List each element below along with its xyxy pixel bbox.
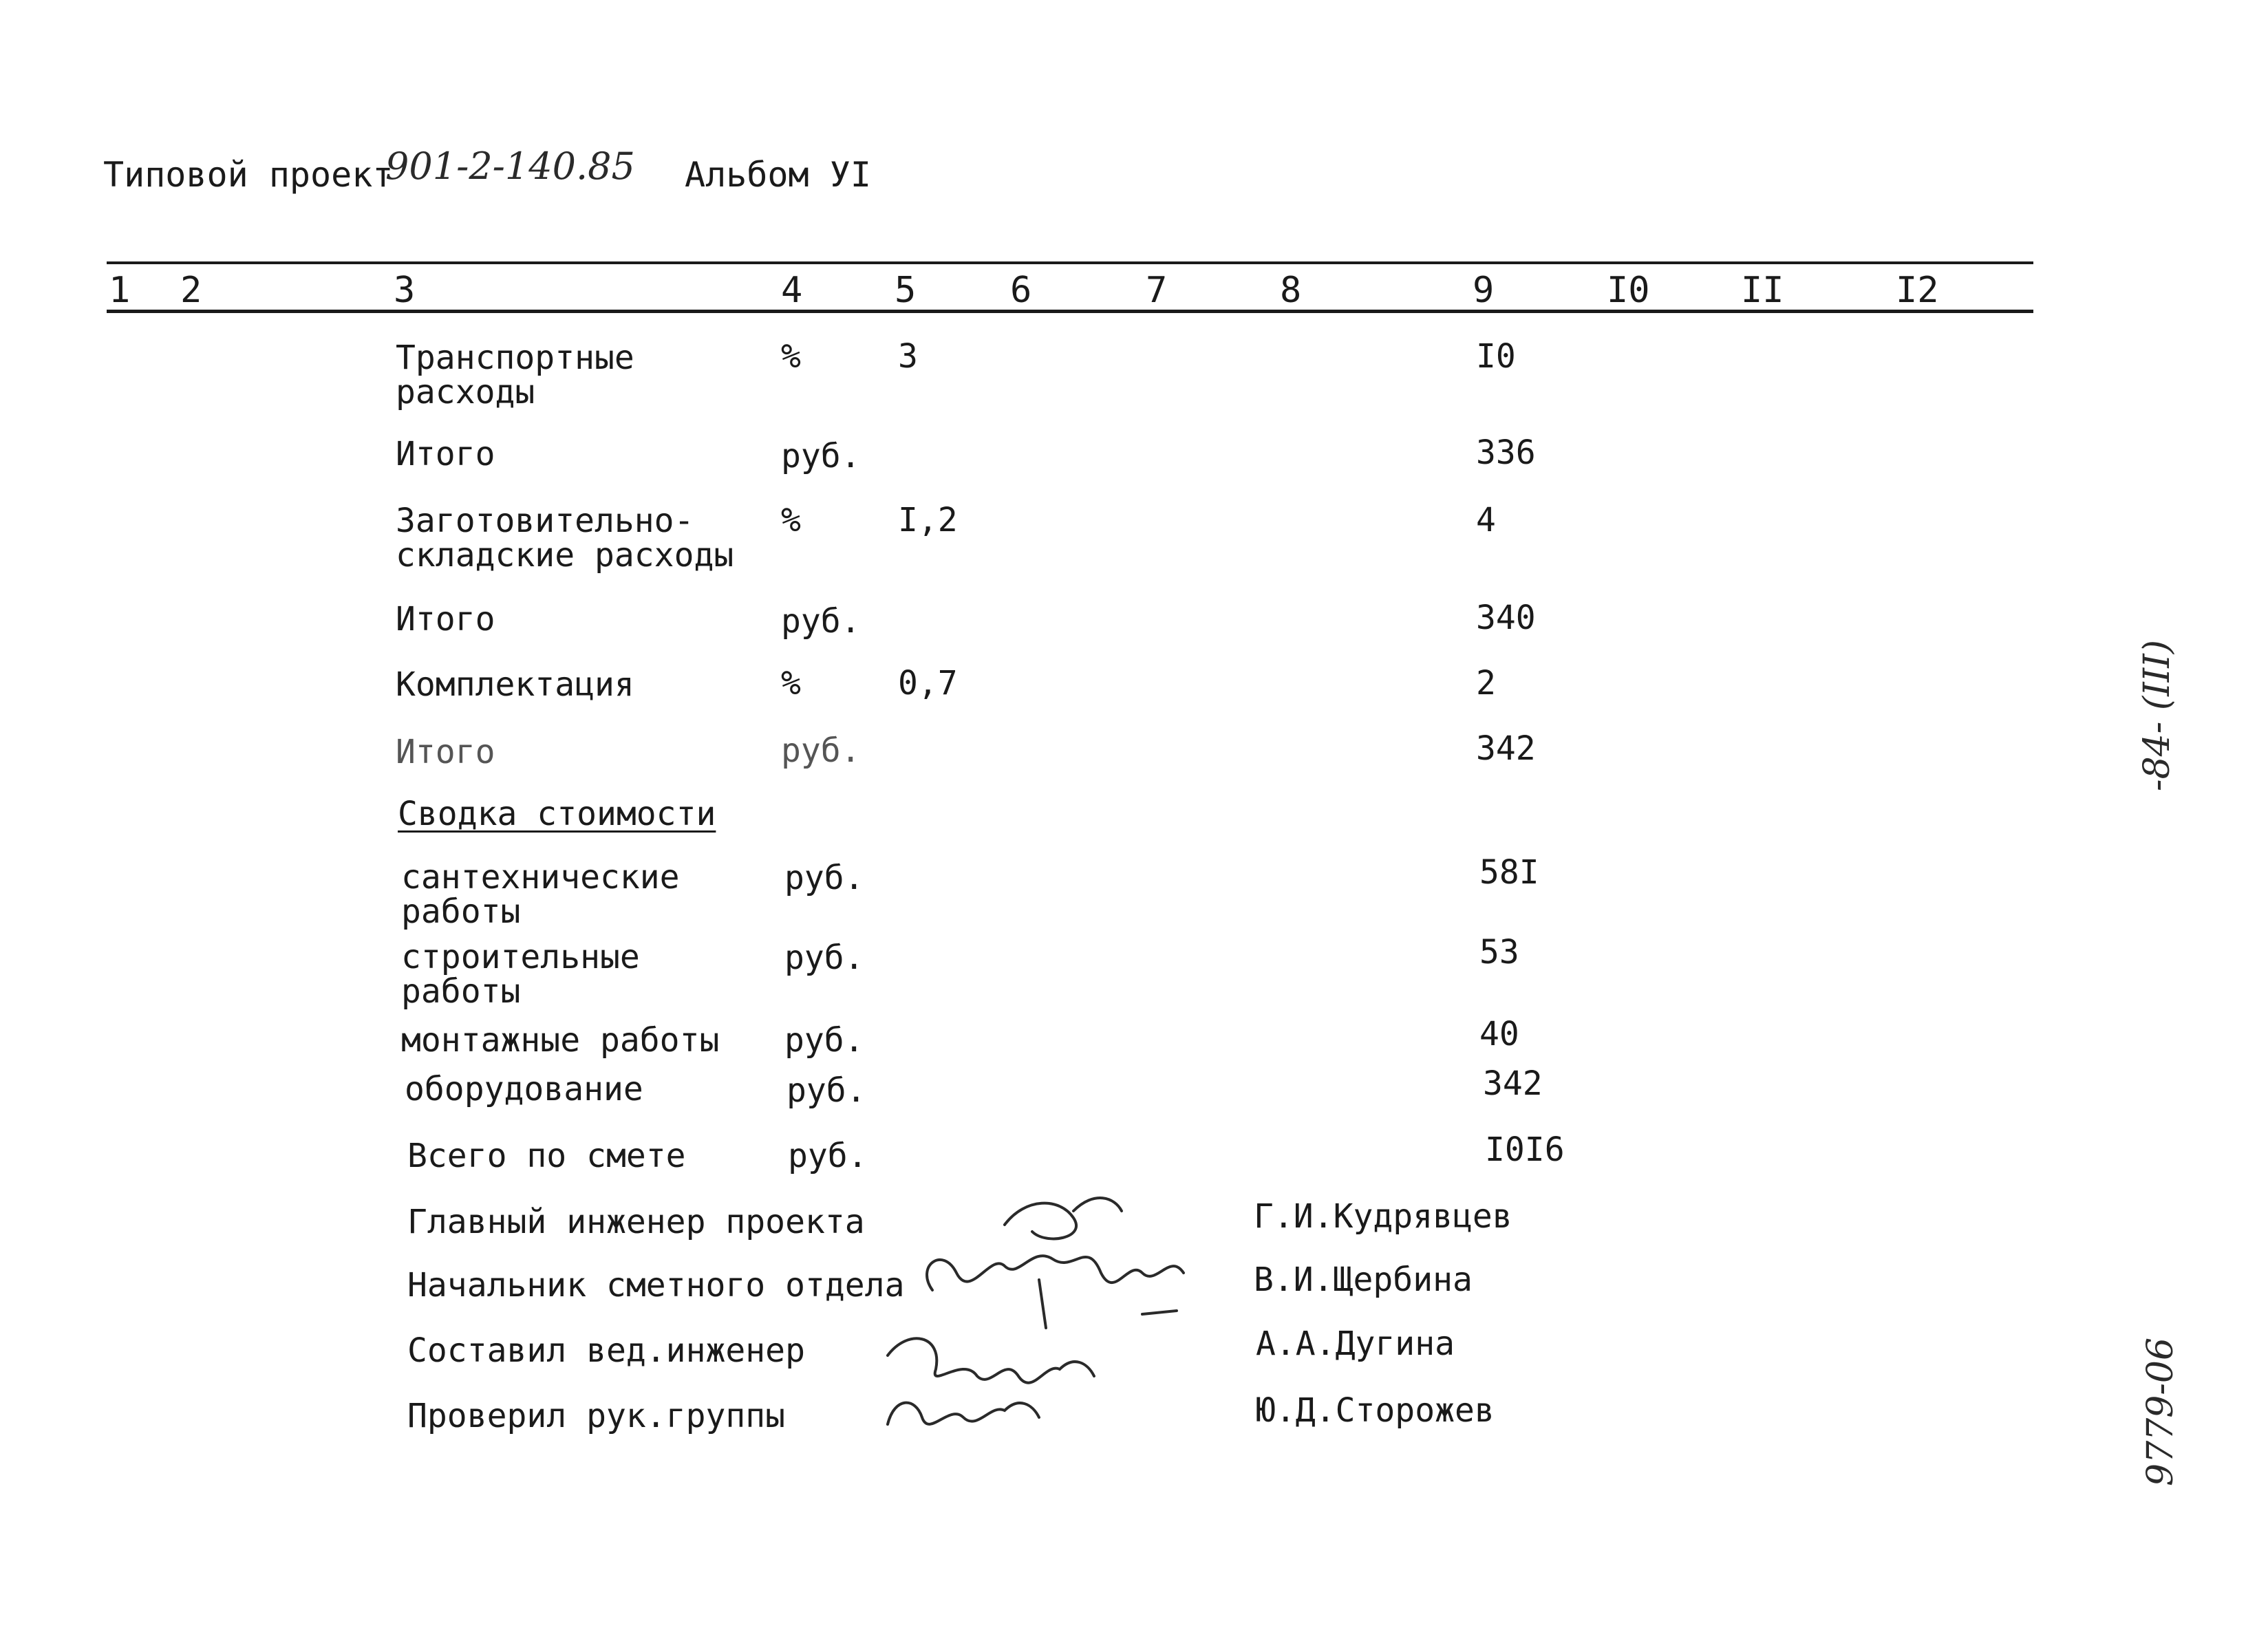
signature-role-compiler: Составил вед.инженер xyxy=(407,1331,805,1370)
signature-name-compiler: А.А.Дугина xyxy=(1256,1324,1455,1363)
col-header-4: 4 xyxy=(781,270,803,311)
row-transport-col9: I0 xyxy=(1476,337,1516,376)
row-total-3-col9: 342 xyxy=(1476,729,1536,768)
summary-sanitary-name: сантехнические работы xyxy=(401,858,680,931)
summary-total-value: I0I6 xyxy=(1485,1130,1565,1169)
summary-total-unit: руб. xyxy=(788,1137,868,1175)
signature-role-checker: Проверил рук.группы xyxy=(407,1397,786,1435)
col-header-1: 1 xyxy=(109,270,131,311)
summary-equipment-name: оборудование xyxy=(405,1070,643,1108)
col-header-9: 9 xyxy=(1473,270,1495,311)
col-header-6: 6 xyxy=(1010,270,1032,311)
row-total-1-name: Итого xyxy=(396,435,495,473)
summary-heading: Сводка стоимости xyxy=(398,795,716,833)
signature-role-chief-engineer: Главный инженер проекта xyxy=(407,1203,865,1241)
row-total-3-name: Итого xyxy=(396,733,495,771)
col-header-11: II xyxy=(1741,270,1784,311)
summary-total-name: Всего по смете xyxy=(407,1137,686,1175)
col-header-12: I2 xyxy=(1896,270,1939,311)
row-procurement-col9: 4 xyxy=(1476,501,1496,539)
col-header-8: 8 xyxy=(1280,270,1302,311)
row-procurement-unit: % xyxy=(781,501,801,539)
col-header-3: 3 xyxy=(394,270,416,311)
col-header-2: 2 xyxy=(180,270,202,311)
row-assembly-unit: % xyxy=(781,664,801,702)
summary-installation-unit: руб. xyxy=(784,1021,864,1060)
album-label: Альбом УI xyxy=(685,155,871,195)
summary-sanitary-unit: руб. xyxy=(784,859,864,897)
summary-sanitary-value: 58I xyxy=(1479,853,1539,892)
signature-name-chief-engineer: Г.И.Кудрявцев xyxy=(1254,1197,1512,1236)
row-transport-col5: 3 xyxy=(898,337,918,376)
project-number-handwritten: 901-2-140.85 xyxy=(385,144,635,188)
summary-construction-name: строительные работы xyxy=(401,938,640,1011)
archive-code-side-note: 9779-06 xyxy=(2140,1337,2181,1486)
summary-construction-unit: руб. xyxy=(784,939,864,977)
col-header-10: I0 xyxy=(1607,270,1650,311)
row-assembly-col9: 2 xyxy=(1476,664,1496,702)
row-transport-name: Транспортные расходы xyxy=(396,339,634,411)
table-top-rule xyxy=(107,261,2033,264)
page-number-side-note: -84- (III) xyxy=(2137,639,2178,791)
row-assembly-col5: 0,7 xyxy=(898,664,958,702)
summary-equipment-value: 342 xyxy=(1483,1064,1543,1103)
row-total-3-unit: руб. xyxy=(781,731,861,770)
row-total-1-unit: руб. xyxy=(781,437,861,475)
summary-installation-value: 40 xyxy=(1479,1015,1519,1053)
row-procurement-col5: I,2 xyxy=(898,501,958,539)
summary-equipment-unit: руб. xyxy=(787,1071,866,1110)
summary-construction-value: 53 xyxy=(1479,933,1519,972)
handwritten-signatures xyxy=(867,1170,1197,1459)
row-total-1-col9: 336 xyxy=(1476,433,1536,472)
header-prefix: Типовой проект xyxy=(103,155,394,195)
row-total-2-col9: 340 xyxy=(1476,599,1536,637)
signature-role-estimate-head: Начальник сметного отдела xyxy=(407,1266,905,1305)
row-total-2-unit: руб. xyxy=(781,602,861,641)
row-assembly-name: Комплектация xyxy=(396,665,634,704)
signature-name-estimate-head: В.И.Щербина xyxy=(1254,1261,1473,1299)
row-total-2-name: Итого xyxy=(396,600,495,639)
row-procurement-name: Заготовительно- складские расходы xyxy=(396,502,734,575)
col-header-5: 5 xyxy=(895,270,917,311)
col-header-7: 7 xyxy=(1146,270,1168,311)
summary-installation-name: монтажные работы xyxy=(401,1021,720,1060)
row-transport-unit: % xyxy=(781,337,801,376)
signature-name-checker: Ю.Д.Сторожев xyxy=(1256,1391,1495,1430)
